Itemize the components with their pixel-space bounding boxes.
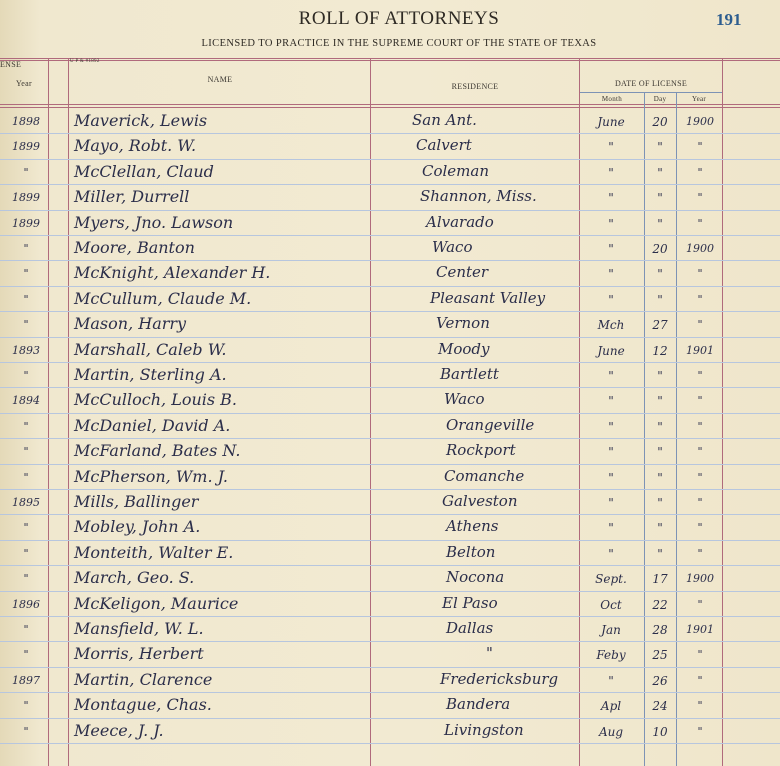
- row-residence: Nocona: [446, 568, 505, 587]
- row-year: ": [697, 445, 703, 459]
- row-day: 28: [652, 623, 668, 637]
- page-number: 191: [716, 10, 742, 29]
- row-license-year: ": [23, 521, 29, 535]
- row-month: ": [608, 470, 614, 485]
- row-name: Mobley, John A.: [74, 517, 201, 537]
- row-day: ": [657, 191, 663, 206]
- attorney-row: [0, 566, 780, 591]
- attorney-row: [0, 211, 780, 236]
- row-year: ": [697, 724, 703, 738]
- row-residence: Livingston: [444, 720, 524, 739]
- attorney-row: [0, 465, 780, 490]
- row-residence: Orangeville: [446, 415, 535, 434]
- row-name: Mills, Ballinger: [74, 492, 199, 511]
- row-year: ": [697, 521, 703, 535]
- attorney-row: [0, 617, 780, 642]
- row-license-year: 1895: [12, 496, 40, 509]
- row-month: June: [597, 115, 625, 129]
- attorney-row: [0, 388, 780, 413]
- row-license-year: ": [23, 572, 29, 586]
- row-residence: Vernon: [436, 314, 490, 333]
- row-year: ": [697, 496, 703, 509]
- row-month: ": [608, 445, 614, 460]
- row-residence: Comanche: [444, 466, 525, 485]
- row-month: ": [608, 369, 614, 383]
- row-license-year: ": [23, 546, 29, 560]
- row-name: Miller, Durrell: [74, 187, 190, 207]
- attorney-row: [0, 160, 780, 185]
- row-month: ": [608, 216, 614, 231]
- page-title: ROLL OF ATTORNEYS: [298, 8, 500, 29]
- row-license-year: ": [23, 470, 29, 484]
- row-year: 1900: [686, 572, 714, 586]
- row-year: ": [697, 318, 703, 332]
- row-name: Martin, Clarence: [74, 669, 213, 689]
- row-license-year: ": [23, 267, 29, 281]
- row-year: ": [697, 673, 703, 687]
- row-month: Aug: [598, 724, 624, 739]
- row-day: ": [657, 521, 663, 536]
- header-license-year: Year: [691, 95, 707, 103]
- row-year: ": [697, 699, 703, 713]
- row-name: Meece, J. J.: [74, 720, 164, 740]
- row-month: Sept.: [595, 572, 627, 587]
- row-day: 24: [652, 699, 668, 714]
- row-rule: [0, 743, 780, 744]
- row-year: 1901: [686, 343, 714, 357]
- row-month: ": [608, 140, 614, 155]
- row-day: 20: [652, 115, 668, 129]
- attorney-row: [0, 261, 780, 286]
- row-residence: Fredericksburg: [440, 669, 559, 688]
- row-month: ": [608, 267, 614, 282]
- row-day: ": [657, 496, 663, 510]
- row-residence: Waco: [444, 390, 485, 409]
- row-month: ": [608, 673, 614, 688]
- row-year: ": [697, 292, 703, 306]
- row-license-year: ": [23, 369, 29, 382]
- header-residence: RESIDENCE: [451, 82, 499, 91]
- row-name: Morris, Herbert: [74, 644, 204, 664]
- row-day: 17: [652, 572, 668, 587]
- attorney-row: [0, 236, 780, 261]
- row-month: ": [608, 165, 614, 180]
- row-day: ": [657, 445, 663, 460]
- row-residence: Galveston: [442, 492, 518, 510]
- row-residence: Alvarado: [426, 212, 494, 231]
- row-month: ": [608, 419, 614, 434]
- date-subheader-rule: [580, 92, 722, 93]
- row-month: Apl: [600, 699, 622, 714]
- header-month: Month: [601, 95, 623, 103]
- attorney-row: [0, 312, 780, 337]
- row-residence: Bandera: [446, 695, 511, 714]
- attorney-row: [0, 541, 780, 566]
- row-name: Myers, Jno. Lawson: [74, 212, 234, 232]
- row-name: McFarland, Bates N.: [74, 441, 241, 461]
- row-residence: Coleman: [422, 161, 490, 180]
- row-residence: Waco: [432, 238, 473, 256]
- header-bottom-rule-2: [0, 107, 780, 108]
- row-year: 1901: [686, 623, 714, 636]
- row-year: 1900: [686, 242, 714, 255]
- header-name: NAME: [207, 75, 233, 84]
- row-day: ": [657, 369, 663, 383]
- row-license-year: ": [23, 445, 29, 459]
- row-residence: Bartlett: [440, 365, 499, 383]
- row-name: McDaniel, David A.: [74, 415, 231, 435]
- row-license-year: ": [23, 318, 29, 332]
- row-day: 27: [652, 318, 668, 333]
- row-residence: Pleasant Valley: [430, 288, 546, 307]
- row-residence: Moody: [438, 339, 490, 358]
- header-date-of-license: DATE OF LICENSE: [614, 79, 688, 88]
- attorney-row: [0, 693, 780, 718]
- row-license-year: ": [23, 623, 29, 636]
- row-residence: Center: [436, 263, 489, 282]
- row-year: ": [697, 419, 703, 433]
- row-month: Jan: [601, 623, 621, 637]
- attorney-row: [0, 414, 780, 439]
- row-license-year: 1898: [12, 115, 40, 128]
- row-name: Moore, Banton: [74, 238, 195, 257]
- row-residence: San Ant.: [412, 111, 477, 129]
- row-day: ": [657, 140, 663, 155]
- row-name: Martin, Sterling A.: [74, 365, 227, 384]
- row-residence: Shannon, Miss.: [420, 187, 537, 206]
- row-year: ": [697, 648, 703, 662]
- row-name: Montague, Chas.: [74, 695, 212, 715]
- row-day: 22: [652, 597, 668, 612]
- row-year: ": [697, 470, 703, 484]
- row-residence: Belton: [446, 542, 496, 561]
- attorney-row: [0, 668, 780, 693]
- row-day: ": [657, 394, 663, 409]
- row-year: ": [697, 394, 703, 408]
- row-day: ": [657, 419, 663, 434]
- row-license-year: ": [23, 165, 29, 179]
- row-name: March, Geo. S.: [74, 568, 195, 588]
- row-license-year: ": [23, 419, 29, 433]
- row-license-year: ": [23, 242, 29, 255]
- row-residence: El Paso: [442, 593, 498, 612]
- row-month: ": [608, 394, 614, 409]
- row-residence: Calvert: [416, 136, 472, 155]
- attorney-row: [0, 515, 780, 540]
- row-name: Mansfield, W. L.: [74, 619, 204, 638]
- attorney-row: [0, 490, 780, 515]
- attorney-row: [0, 363, 780, 388]
- row-license-year: 1896: [12, 597, 40, 611]
- row-month: ": [608, 496, 614, 510]
- row-license-year: ": [23, 648, 29, 662]
- row-name: Maverick, Lewis: [74, 111, 208, 130]
- row-month: June: [597, 343, 625, 358]
- attorney-row: [0, 642, 780, 667]
- row-month: Feby: [596, 648, 626, 663]
- row-name: McCulloch, Louis B.: [74, 390, 238, 410]
- row-year: ": [697, 216, 703, 230]
- row-license-year: 1899: [12, 191, 40, 205]
- row-month: ": [608, 546, 614, 561]
- header-top-rule: [0, 58, 780, 59]
- row-license-year: 1899: [12, 216, 40, 230]
- header-bottom-rule: [0, 104, 780, 105]
- row-day: 12: [652, 343, 668, 358]
- row-month: ": [608, 521, 614, 536]
- row-month: ": [608, 191, 614, 206]
- row-license-year: 1897: [12, 673, 40, 687]
- attorney-row: [0, 185, 780, 210]
- page-subtitle: LICENSED TO PRACTICE IN THE SUPREME COURT OF THE STATE OF TEXAS: [201, 38, 597, 49]
- row-year: ": [697, 191, 703, 205]
- row-license-year: ": [23, 292, 29, 306]
- row-day: 10: [652, 724, 668, 739]
- row-name: Monteith, Walter E.: [74, 542, 234, 562]
- row-year: ": [697, 546, 703, 560]
- header-top-rule-2: [0, 60, 780, 61]
- row-name: Marshall, Caleb W.: [74, 339, 227, 359]
- attorney-row: [0, 592, 780, 617]
- row-residence: Rockport: [446, 441, 516, 460]
- attorney-row: [0, 109, 780, 134]
- row-day: ": [657, 470, 663, 485]
- attorney-row: [0, 134, 780, 159]
- row-day: ": [657, 292, 663, 307]
- row-day: ": [657, 546, 663, 561]
- row-day: ": [657, 267, 663, 282]
- row-license-year: 1899: [12, 140, 40, 154]
- row-day: ": [657, 165, 663, 180]
- row-license-year: ": [23, 724, 29, 738]
- row-month: ": [608, 292, 614, 307]
- row-license-year: 1893: [12, 343, 40, 357]
- row-year: 1900: [686, 115, 714, 128]
- row-month: ": [608, 242, 614, 256]
- row-license-year: ": [23, 699, 29, 713]
- row-name: McClellan, Claud: [74, 161, 214, 181]
- row-license-year: 1894: [12, 394, 40, 408]
- attorney-row: [0, 439, 780, 464]
- row-name: McKeligon, Maurice: [74, 593, 239, 613]
- row-year: ": [697, 597, 703, 611]
- row-day: ": [657, 216, 663, 231]
- header-year: Year: [16, 79, 32, 88]
- row-year: ": [697, 267, 703, 281]
- header-license: ENSE: [0, 60, 22, 69]
- row-month: Mch: [597, 318, 625, 333]
- row-day: 20: [652, 242, 668, 256]
- attorney-row: [0, 719, 780, 744]
- header-day: Day: [653, 95, 667, 103]
- attorney-row: [0, 287, 780, 312]
- header-tiny-print: U P & #1892: [70, 59, 100, 64]
- row-year: ": [697, 165, 703, 179]
- row-residence: Athens: [446, 517, 499, 536]
- row-name: McCullum, Claude M.: [74, 288, 252, 308]
- row-month: Oct: [600, 597, 622, 612]
- row-residence: ": [486, 644, 493, 663]
- row-name: McKnight, Alexander H.: [74, 263, 271, 283]
- row-residence: Dallas: [446, 619, 494, 637]
- row-year: ": [697, 140, 703, 154]
- row-name: Mayo, Robt. W.: [74, 136, 197, 156]
- row-name: Mason, Harry: [74, 314, 187, 334]
- row-day: 26: [652, 673, 668, 688]
- row-day: 25: [652, 648, 668, 663]
- row-year: ": [697, 369, 703, 382]
- row-name: McPherson, Wm. J.: [74, 466, 228, 486]
- attorney-row: [0, 338, 780, 363]
